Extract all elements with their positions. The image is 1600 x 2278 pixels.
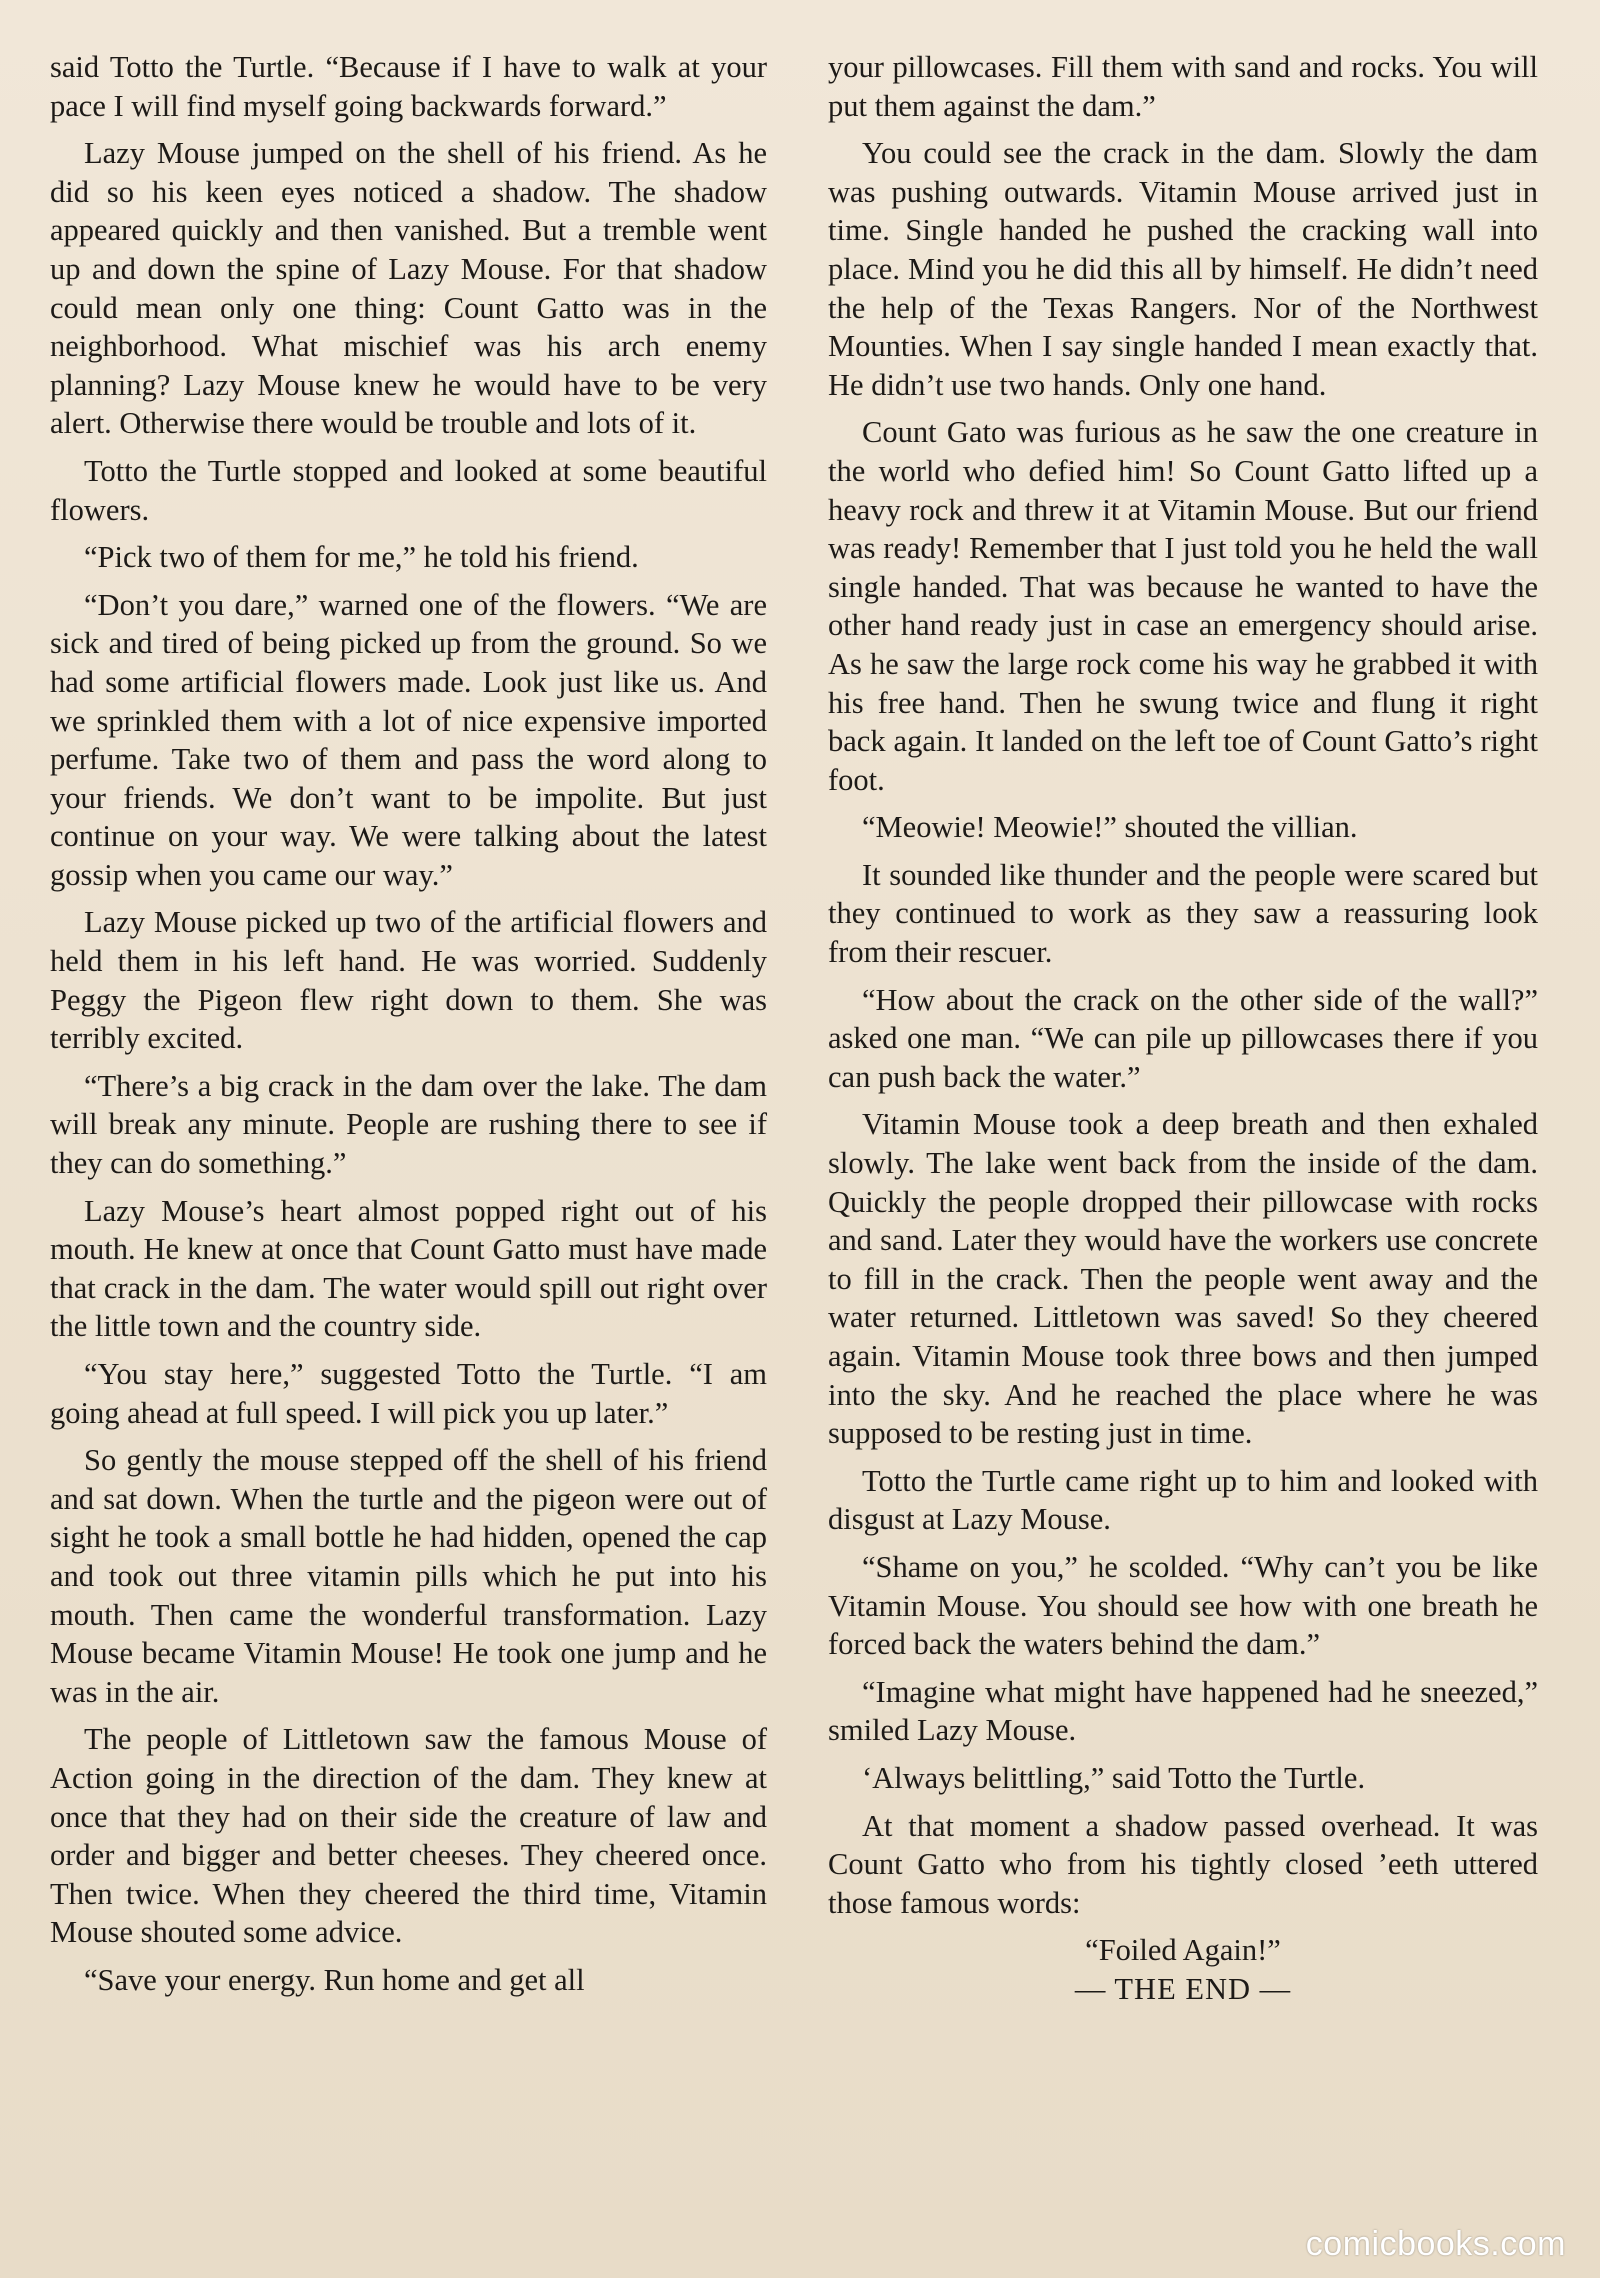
paragraph: Lazy Mouse jumped on the shell of his friend. As he did so his keen eyes noticed a shadow. The shadow appeared quickly and then vanished. But a tremble went up and down the spine of Lazy Mouse. For that shadow could mean only one thing: Count Gatto was in the neighborhood. What mischief was his arch enemy planning? Lazy Mouse knew he would have to be very alert. Otherwise there would be trouble and lots of it. bbox=[50, 136, 767, 441]
paragraph: “You stay here,” suggested Totto the Turtle. “I am going ahead at full speed. I will pick you up later.” bbox=[50, 1357, 767, 1430]
paragraph: It sounded like thunder and the people were scared but they continued to work as they saw a reassuring look from their rescuer. bbox=[828, 857, 1538, 970]
paragraph: “Shame on you,” he scolded. “Why can’t you be like Vitamin Mouse. You should see how with one breath he forced back the waters behind the dam.” bbox=[828, 1549, 1538, 1662]
closing-line: “Foiled Again!” bbox=[1085, 1933, 1281, 1968]
paragraph: “Don’t you dare,” warned one of the flowers. “We are sick and tired of being picked up from the ground. So we had some artificial flowers made. Look just like us. And we sprinkled them with a lot of nice expensive imported perfume. Take two of them and pass the word along to your friends. We don’t want to be impolite. But just continue on your way. We were talking about the latest gossip when you came our way.” bbox=[50, 587, 767, 892]
paragraph: Lazy Mouse’s heart almost popped right out of his mouth. He knew at once that Count Gatto must have made that crack in the dam. The water would spill out right over the little town and the country side. bbox=[50, 1193, 767, 1344]
paragraph: “Save your energy. Run home and get all bbox=[84, 1962, 585, 1997]
paragraph: Totto the Turtle came right up to him and looked with disgust at Lazy Mouse. bbox=[828, 1463, 1538, 1537]
paragraph: “Meowie! Meowie!” shouted the villian. bbox=[862, 810, 1358, 845]
paragraph: said Totto the Turtle. “Because if I have to walk at your pace I will find myself going backwards forward.” bbox=[50, 50, 767, 123]
watermark-text: comicbooks.com bbox=[1305, 2225, 1566, 2263]
paragraph: So gently the mouse stepped off the shell of his friend and sat down. When the turtle and the pigeon were out of sight he took a small bottle he had hidden, opened the cap and took out three vitamin pills which he put into his mouth. Then came the wonderful transformation. Lazy Mouse became Vitamin Mouse! He took one jump and he was in the air. bbox=[50, 1443, 767, 1709]
paragraph: Lazy Mouse picked up two of the artificial flowers and held them in his left hand. He was worried. Suddenly Peggy the Pigeon flew right down to them. She was terribly excited. bbox=[50, 905, 767, 1056]
paragraph: your pillowcases. Fill them with sand and rocks. You will put them against the dam.” bbox=[828, 50, 1538, 123]
paragraph: You could see the crack in the dam. Slowly the dam was pushing outwards. Vitamin Mouse arrived just in time. Single handed he pushed the cracking wall into place. Mind you he did this all by himself. He didn’t need the help of the Texas Rangers. Nor of the Northwest Mounties. When I say single handed I mean exactly that. He didn’t use two hands. Only one hand. bbox=[828, 136, 1538, 402]
paragraph: Totto the Turtle stopped and looked at some beautiful flowers. bbox=[50, 453, 767, 527]
paragraph: “How about the crack on the other side of the wall?” asked one man. “We can pile up pillowcases there if you can push back the water.” bbox=[828, 982, 1538, 1094]
paragraph: The people of Littletown saw the famous Mouse of Action going in the direction of the dam. They knew at once that they had on their side the creature of law and order and bigger and better cheeses. They cheered once. Then twice. When they cheered the third time, Vitamin Mouse shouted some advice. bbox=[50, 1722, 767, 1950]
paragraph: Vitamin Mouse took a deep breath and then exhaled slowly. The lake went back from the inside of the dam. Quickly the people dropped their pillowcase with rocks and sand. Later they would have the workers use concrete to fill in the crack. Then the people went away and the water returned. Littletown was saved! So they cheered again. Vitamin Mouse took three bows and then jumped into the sky. And he reached the place where he was supposed to be resting just in time. bbox=[828, 1107, 1538, 1451]
paragraph: “Imagine what might have happened had he sneezed,” smiled Lazy Mouse. bbox=[828, 1674, 1538, 1748]
right-column bbox=[828, 48, 1538, 2009]
paragraph: Count Gato was furious as he saw the one creature in the world who defied him! So Count Gatto lifted up a heavy rock and threw it at Vitamin Mouse. But our friend was ready! Remember that I just told you he held the wall single handed. That was because he wanted to have the other hand ready just in case an emergency should arise. As he saw the large rock come his way he grabbed it with his free hand. Then he swung twice and flung it right back again. It landed on the left toe of Count Gatto’s right foot. bbox=[828, 415, 1538, 797]
the-end-mark: — THE END — bbox=[1074, 1971, 1292, 2006]
paragraph: “There’s a big crack in the dam over the lake. The dam will break any minute. People are rushing there to see if they can do something.” bbox=[50, 1068, 767, 1181]
paragraph: ‘Always belittling,” said Totto the Turtle. bbox=[862, 1760, 1366, 1795]
paragraph: At that moment a shadow passed overhead. It was Count Gatto who from his tightly closed ’eeth uttered those famous words: bbox=[828, 1808, 1538, 1920]
left-column bbox=[50, 48, 767, 2009]
paragraph: “Pick two of them for me,” he told his friend. bbox=[84, 540, 639, 575]
